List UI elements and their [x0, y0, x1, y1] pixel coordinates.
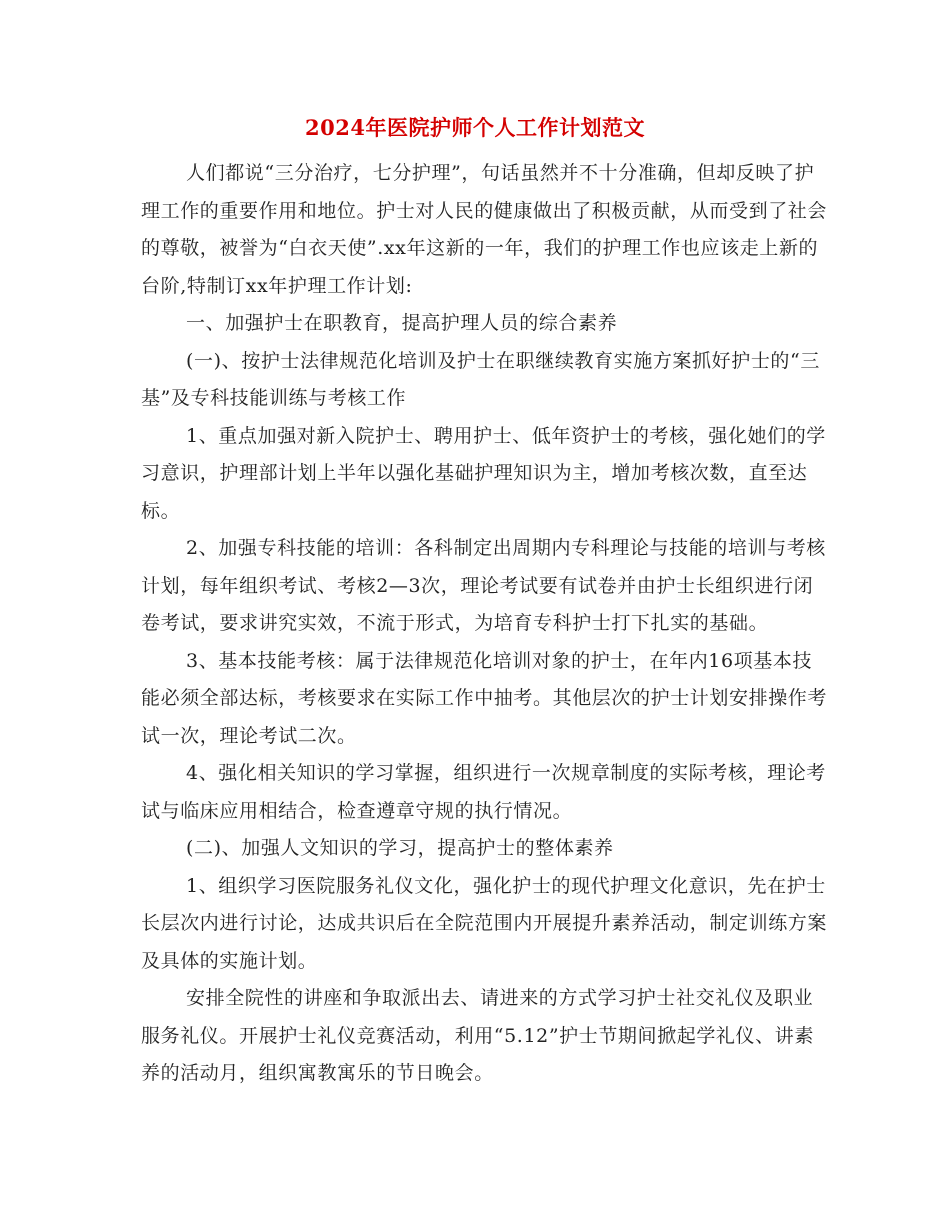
section-heading-1: 一、加强护士在职教育，提高护理人员的综合素养 — [186, 312, 618, 334]
subsection-heading-2: (二)、加强人文知识的学习，提高护士的整体素养 — [186, 837, 614, 859]
paragraph-item-5: 1、组织学习医院服务礼仪文化，强化护士的现代护理文化意识，先在护士长层次内进行讨论，达成共识后在全院范围内开展提升素养活动，制定训练方案及具体的实施计划。 — [141, 874, 828, 972]
document-body — [141, 155, 831, 1093]
paragraph-item-6: 安排全院性的讲座和争取派出去、请进来的方式学习护士社交礼仪及职业服务礼仪。开展护士礼仪竞赛活动，利用“5.12”护士节期间掀起学礼仪、讲素养的活动月，组织寓教寓乐的节日晚会。 — [141, 987, 814, 1084]
paragraph-item-2: 2、加强专科技能的培训：各科制定出周期内专科理论与技能的培训与考核计划，每年组织考试、考核2—3次，理论考试要有试卷并由护士长组织进行闭卷考试，要求讲究实效，不流于形式，为培育专科护士打下扎实的基础。 — [141, 537, 826, 634]
paragraph-item-4: 4、强化相关知识的学习掌握，组织进行一次规章制度的实际考核，理论考试与临床应用相结合，检查遵章守规的执行情况。 — [141, 762, 826, 822]
subsection-heading-1: (一)、按护士法律规范化培训及护士在职继续教育实施方案抓好护士的“三基”及专科技能训练与考核工作 — [141, 349, 820, 409]
paragraph-intro: 人们都说“三分治疗，七分护理”，句话虽然并不十分准确，但却反映了护理工作的重要作用和地位。护士对人民的健康做出了积极贡献，从而受到了社会的尊敬，被誉为“白衣天使”.xx年这新的一年，我们的护理工作也应该走上新的台阶,特制订xx年护理工作计划: — [141, 162, 828, 297]
paragraph-item-1: 1、重点加强对新入院护士、聘用护士、低年资护士的考核，强化她们的学习意识，护理部计划上半年以强化基础护理知识为主，增加考核次数，直至达标。 — [141, 424, 826, 522]
paragraph-item-3: 3、基本技能考核：属于法律规范化培训对象的护士，在年内16项基本技能必须全部达标，考核要求在实际工作中抽考。其他层次的护士计划安排操作考试一次，理论考试二次。 — [141, 649, 828, 747]
document-title: 2024年医院护师个人工作计划范文 — [305, 115, 645, 140]
